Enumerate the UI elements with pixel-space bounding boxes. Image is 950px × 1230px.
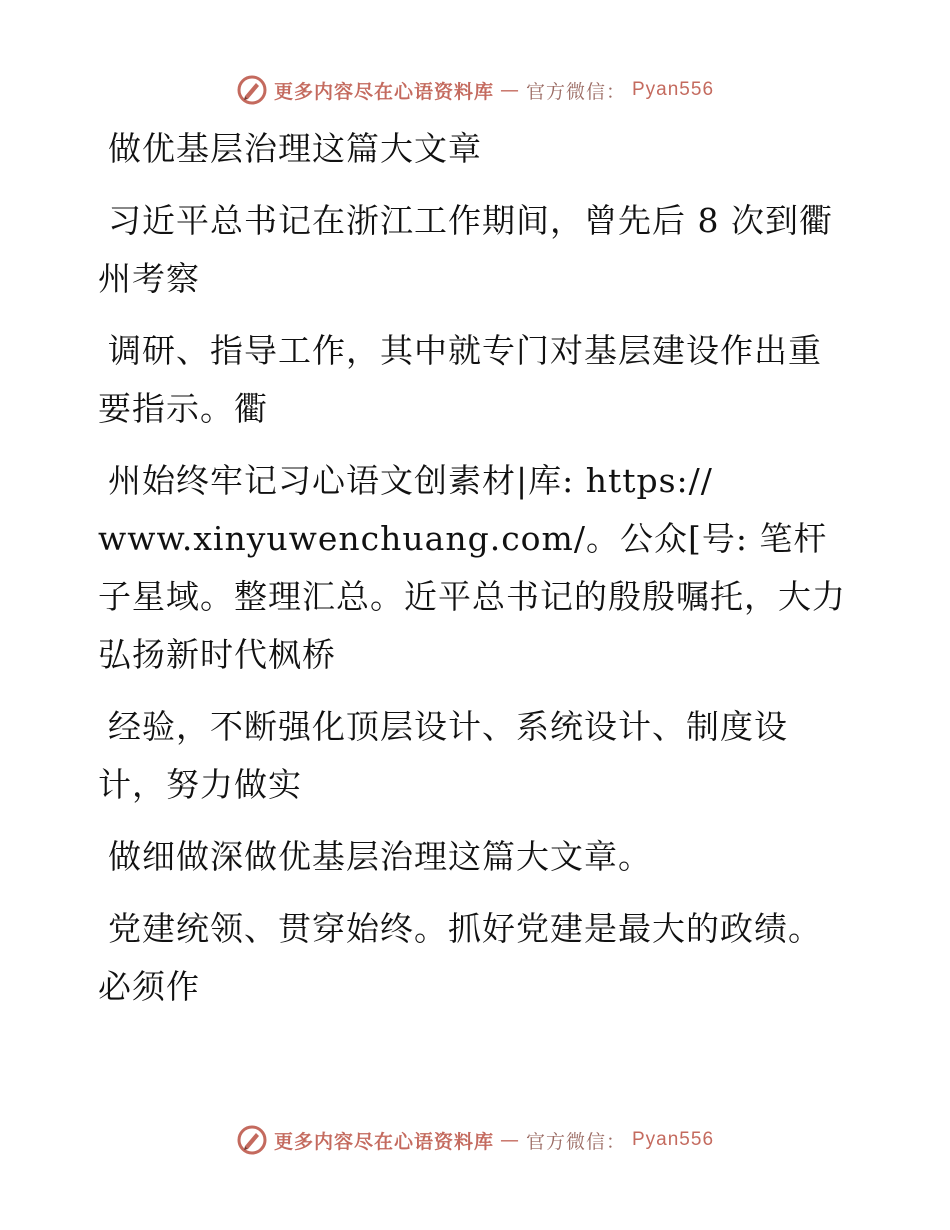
pen-seal-icon <box>236 74 268 106</box>
paragraph-line-first: 党建统领、贯穿始终。抓好党建是最大的政绩。 <box>108 909 822 948</box>
paragraph-5 <box>98 828 858 886</box>
document-page <box>98 120 858 1016</box>
watermark-wechat-id: Pyan556 <box>632 1129 715 1150</box>
paragraph-line-rest: 州考察 <box>98 259 200 298</box>
paragraph-6 <box>98 900 858 1016</box>
watermark-label: 官方微信： <box>525 1130 626 1153</box>
document-title <box>98 120 858 178</box>
paragraph-1 <box>98 192 858 308</box>
paragraph-3 <box>98 452 858 684</box>
paragraph-line-rest: 要指示。衢 <box>98 389 268 428</box>
paragraph-line-first: 调研、指导工作，其中就专门对基层建设作出重 <box>108 331 822 370</box>
paragraph-line-first: 习近平总书记在浙江工作期间，曾先后 8 次到衢 <box>108 201 833 240</box>
watermark-main-text: 更多内容尽在心语资料库 <box>273 1130 494 1153</box>
watermark-separator: — <box>499 1129 520 1151</box>
paragraph-line-first: 州始终牢记习心语文创素材|库: https:// <box>108 461 713 500</box>
watermark-separator: — <box>499 79 520 101</box>
watermark-wechat-id: Pyan556 <box>632 79 715 100</box>
paragraph-line-rest: 计，努力做实 <box>98 765 302 804</box>
paragraph-line-rest: www.xinyuwenchuang.com/。公众[号: 笔杆子星域。整理汇总。近平总书记的殷殷嘱托，大力弘扬新时代枫桥 <box>98 519 846 674</box>
paragraph-2 <box>98 322 858 438</box>
header-watermark <box>0 70 950 110</box>
paragraph-4 <box>98 698 858 814</box>
footer-watermark <box>0 1120 950 1160</box>
paragraph-line-first: 做细做深做优基层治理这篇大文章。 <box>108 837 652 876</box>
paragraph-line-first: 经验，不断强化顶层设计、系统设计、制度设 <box>108 707 788 746</box>
pen-seal-icon <box>236 1124 268 1156</box>
watermark-main-text: 更多内容尽在心语资料库 <box>273 80 494 103</box>
watermark-label: 官方微信： <box>525 80 626 103</box>
document-title-text: 做优基层治理这篇大文章 <box>108 129 482 168</box>
paragraph-line-rest: 必须作 <box>98 967 200 1006</box>
